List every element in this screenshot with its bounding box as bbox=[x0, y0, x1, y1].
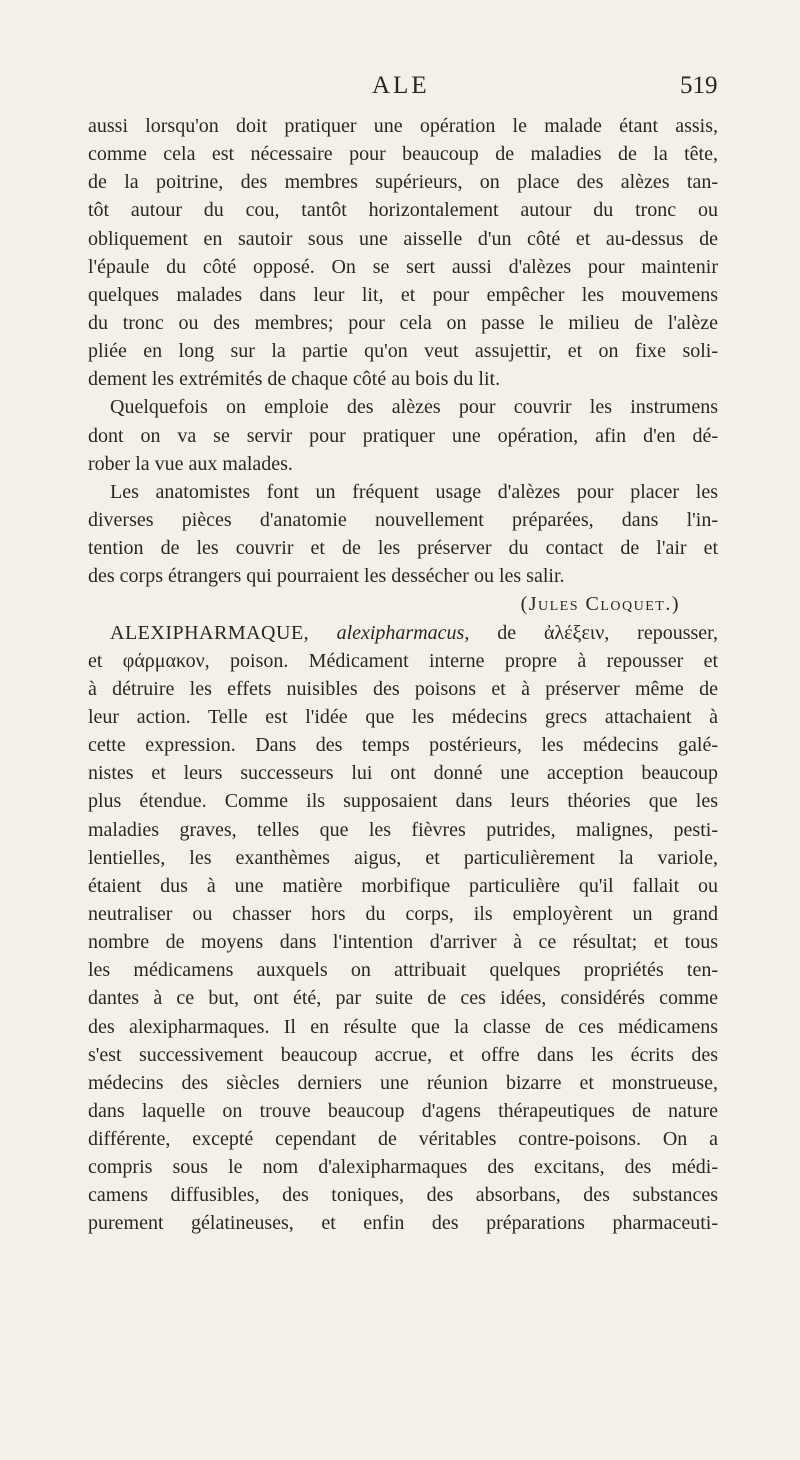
text-line: obliquement en sautoir sous une aisselle d'un côté et au-dessus de bbox=[88, 227, 718, 250]
entry-headword: ALEXIPHARMAQUE bbox=[110, 621, 304, 644]
text-line: maladies graves, telles que les fièvres putrides, malignes, pesti- bbox=[88, 818, 718, 841]
entry-text: , repousser, bbox=[604, 621, 718, 644]
text-line: différente, excepté cependant de véritables contre-poisons. On a bbox=[88, 1128, 718, 1151]
entry-latin-term: alexipharmacus bbox=[336, 621, 465, 644]
text-line: comme cela est nécessaire pour beaucoup de maladies de la tête, bbox=[88, 143, 718, 166]
entry-text: , poison. Médicament interne propre à repousser et bbox=[204, 649, 718, 672]
text-line: dont on va se servir pour pratiquer une opération, afin d'en dé- bbox=[88, 424, 718, 447]
text-line: diverses pièces d'anatomie nouvellement préparées, dans l'in- bbox=[88, 508, 718, 531]
text-line: camens diffusibles, des toniques, des absorbans, des substances bbox=[88, 1184, 718, 1207]
text-line: des alexipharmaques. Il en résulte que la classe de ces médicamens bbox=[88, 1015, 718, 1038]
text-line: à détruire les effets nuisibles des poisons et à préserver même de bbox=[88, 677, 718, 700]
text-line: s'est successivement beaucoup accrue, et offre dans les écrits des bbox=[88, 1043, 718, 1066]
text-line: plus étendue. Comme ils supposaient dans leurs théories que les bbox=[88, 790, 718, 813]
text-line: des corps étrangers qui pourraient les dessécher ou les salir. bbox=[88, 565, 565, 588]
running-head bbox=[0, 72, 800, 112]
text-line: du tronc ou des membres; pour cela on passe le milieu de l'alèze bbox=[88, 311, 718, 334]
page-number: 519 bbox=[680, 72, 718, 99]
text-line: pliée en long sur la partie qu'on veut assujettir, et on fixe soli- bbox=[88, 340, 718, 363]
text-line: tention de les couvrir et de les préserver du contact de l'air et bbox=[88, 537, 718, 560]
text-line: compris sous le nom d'alexipharmaques des excitans, des médi- bbox=[88, 1156, 718, 1179]
text-line: de la poitrine, des membres supérieurs, on place des alèzes tan- bbox=[88, 171, 718, 194]
text-line: Quelquefois on emploie des alèzes pour couvrir les instrumens bbox=[110, 396, 718, 419]
text-line: dantes à ce but, ont été, par suite de ces idées, considérés comme bbox=[88, 987, 718, 1010]
running-head-title: ALE bbox=[372, 72, 430, 99]
text-line: quelques malades dans leur lit, et pour empêcher les mouvemens bbox=[88, 283, 718, 306]
text-line: aussi lorsqu'on doit pratiquer une opération le malade étant assis, bbox=[88, 115, 718, 137]
entry-text: , de bbox=[464, 621, 544, 644]
text-line: nombre de moyens dans l'intention d'arriver à ce résultat; et tous bbox=[88, 931, 718, 954]
text-line: nistes et leurs successeurs lui ont donné une acception beaucoup bbox=[88, 762, 718, 785]
body-text bbox=[88, 112, 718, 1238]
text-line: cette expression. Dans des temps postérieurs, les médecins galé- bbox=[88, 734, 718, 757]
entry-greek-term: φάρμακον bbox=[122, 649, 205, 672]
entry-greek-term: ἀλέξειν bbox=[543, 621, 605, 644]
text-line: dement les extrémités de chaque côté au bois du lit. bbox=[88, 368, 501, 391]
text-line: neutraliser ou chasser hors du corps, ils employèrent un grand bbox=[88, 902, 718, 925]
text-line: Les anatomistes font un fréquent usage d'alèzes pour placer les bbox=[110, 480, 718, 503]
text-line: lentielles, les exanthèmes aigus, et particulièrement la variole, bbox=[88, 846, 718, 869]
text-line: les médicamens auxquels on attribuait quelques propriétés ten- bbox=[88, 959, 718, 982]
text-line: rober la vue aux malades. bbox=[88, 452, 293, 475]
entry-text: et bbox=[88, 649, 123, 672]
text-line: l'épaule du côté opposé. On se sert aussi d'alèzes pour maintenir bbox=[88, 255, 718, 278]
entry-separator: , bbox=[303, 621, 337, 644]
text-line: médecins des siècles derniers une réunion bizarre et monstrueuse, bbox=[88, 1071, 718, 1094]
entry-heading-line bbox=[88, 619, 718, 647]
text-line: purement gélatineuses, et enfin des préparations pharmaceuti- bbox=[88, 1212, 718, 1235]
text-line: étaient dus à une matière morbifique particulière qu'il fallait ou bbox=[88, 874, 718, 897]
author-signature: (Jules Cloquet.) bbox=[520, 593, 680, 616]
text-line: tôt autour du cou, tantôt horizontalement autour du tronc ou bbox=[88, 199, 718, 222]
text-line: dans laquelle on trouve beaucoup d'agens thérapeutiques de nature bbox=[88, 1099, 718, 1122]
text-line: leur action. Telle est l'idée que les médecins grecs attachaient à bbox=[88, 705, 718, 728]
text-line bbox=[88, 647, 718, 675]
